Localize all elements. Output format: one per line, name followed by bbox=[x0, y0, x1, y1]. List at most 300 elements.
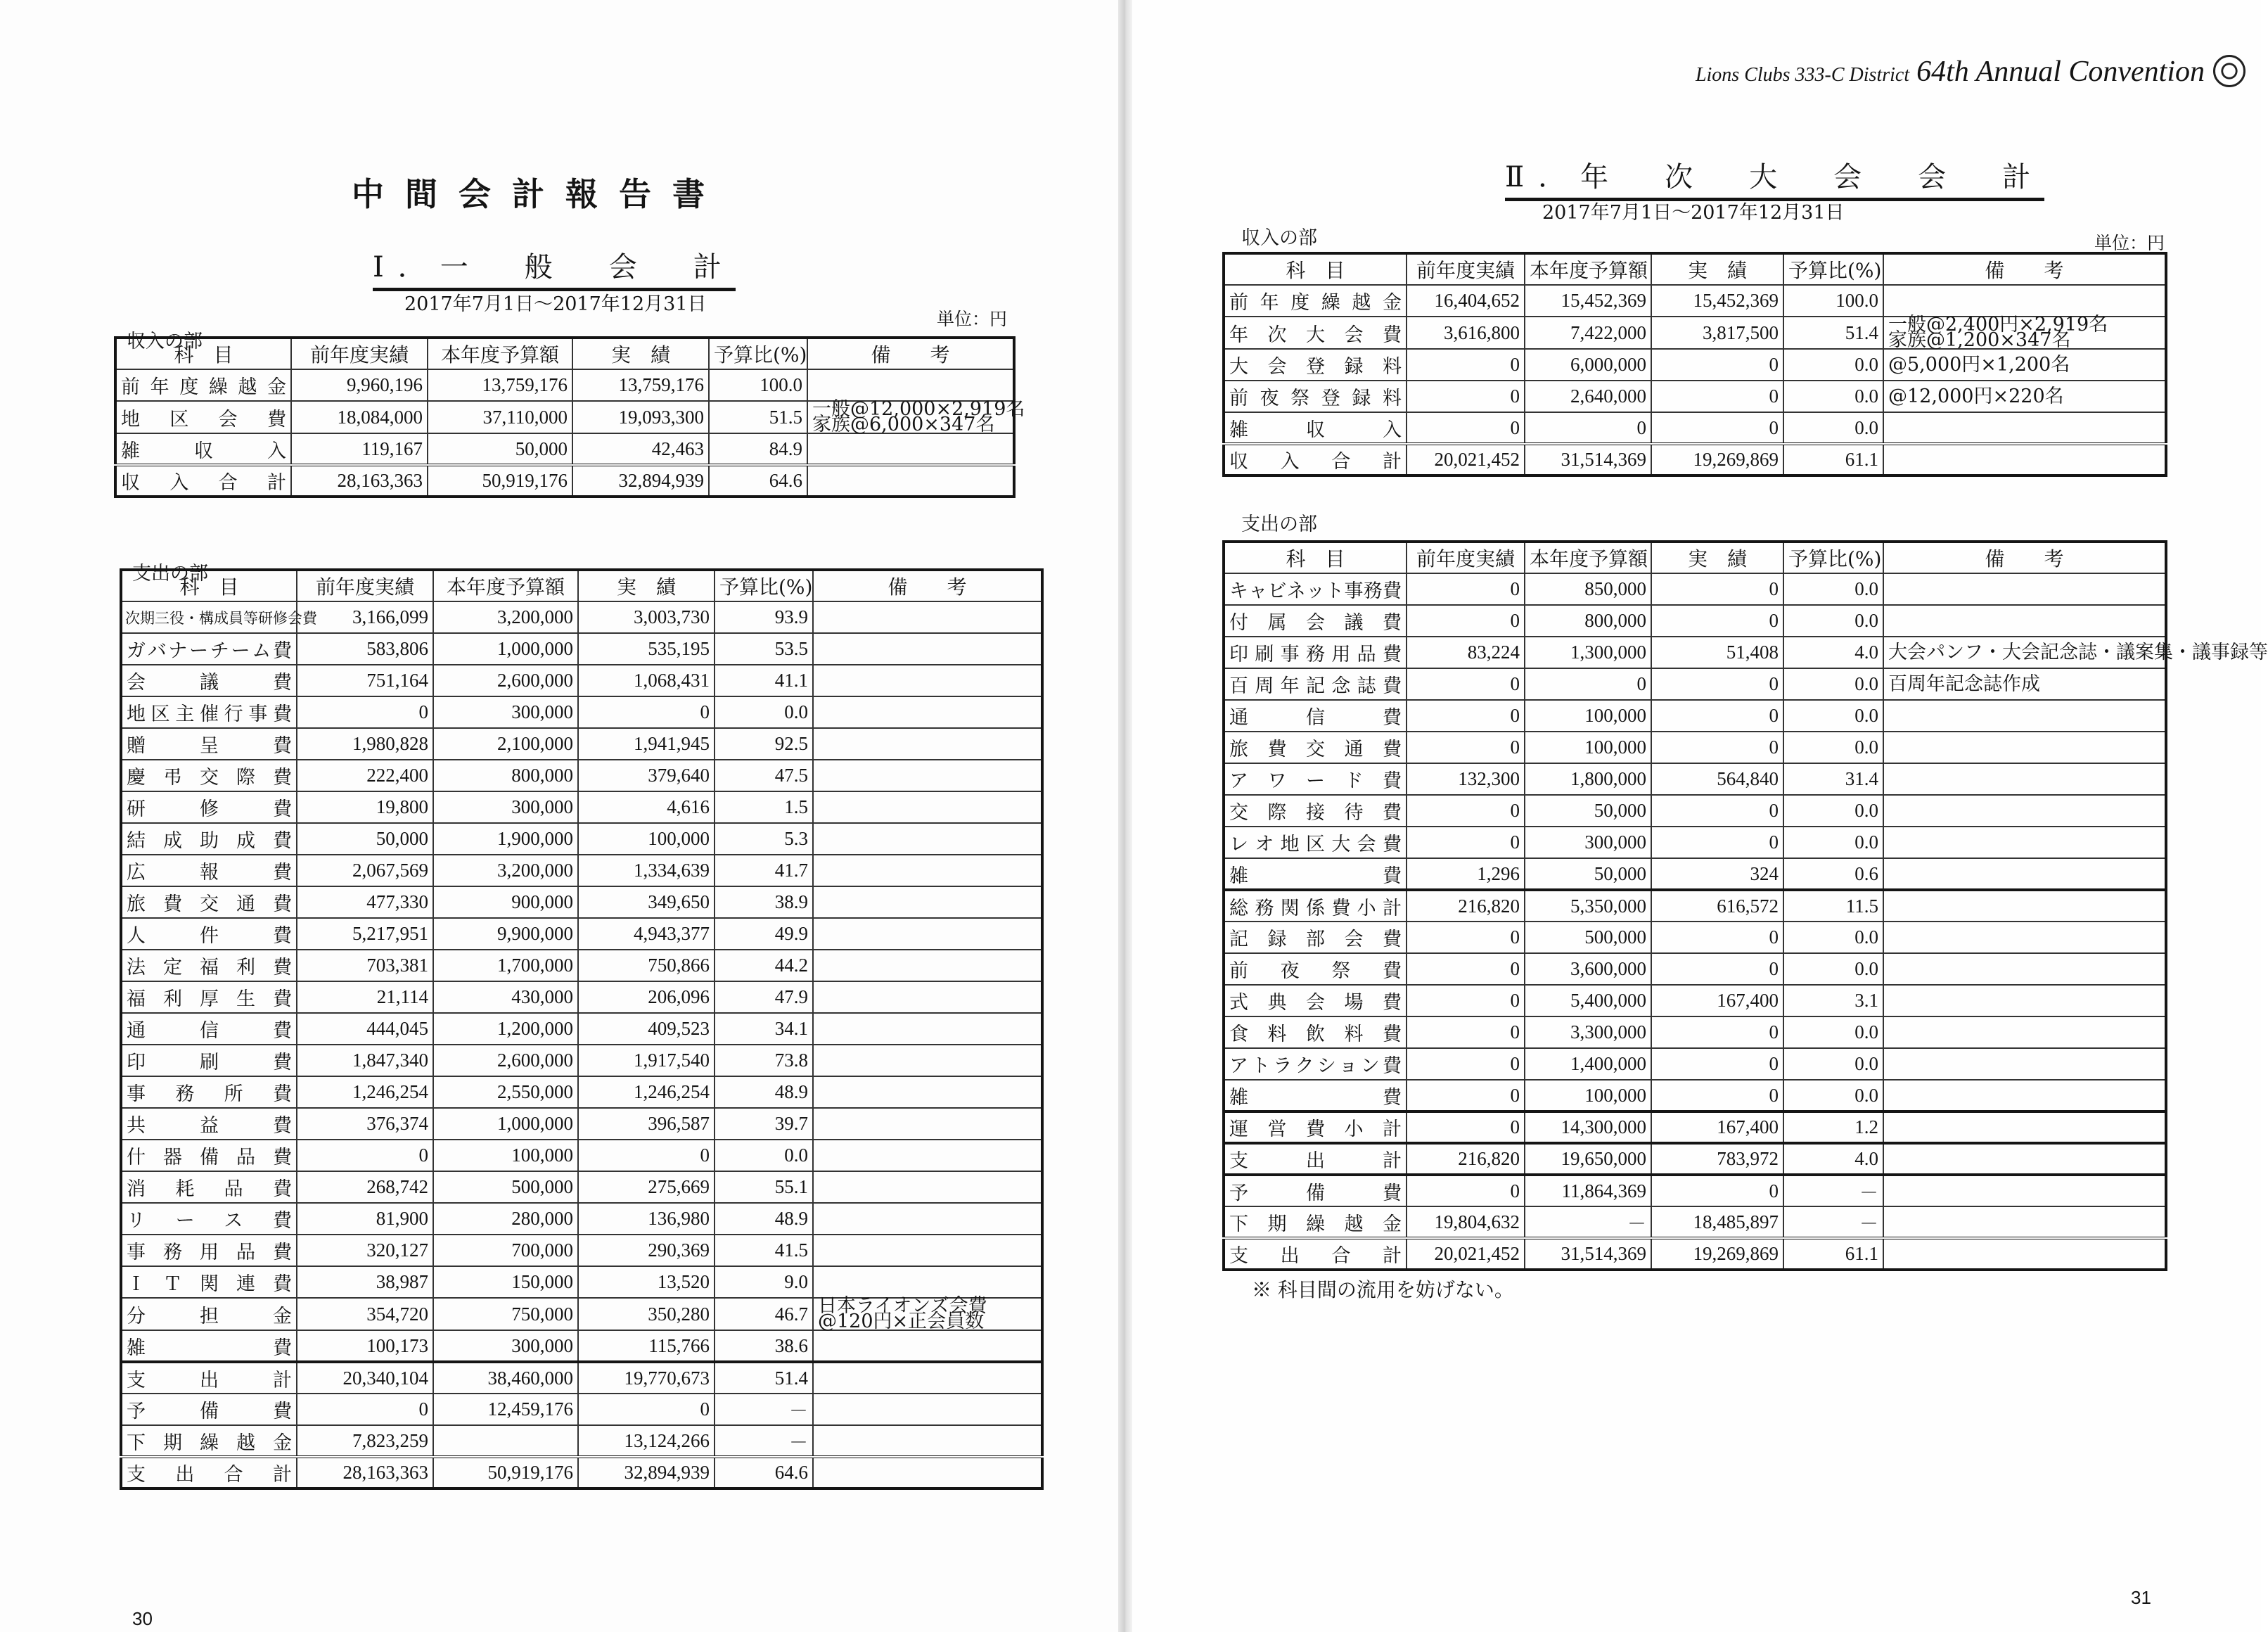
amount-cell: 0.0 bbox=[1783, 381, 1883, 412]
amount-cell: 3,200,000 bbox=[433, 855, 578, 886]
amount-cell: 38,987 bbox=[297, 1266, 433, 1298]
right-page bbox=[1132, 0, 2268, 1632]
expense-section-label-convention: 支出の部 bbox=[1241, 514, 1317, 535]
table-row bbox=[121, 1266, 1042, 1298]
amount-cell: 1,941,945 bbox=[578, 728, 715, 760]
amount-cell: 37,110,000 bbox=[428, 401, 572, 433]
amount-cell: 750,000 bbox=[433, 1298, 578, 1330]
amount-cell: 2,067,569 bbox=[297, 855, 433, 886]
amount-cell: － bbox=[1783, 1206, 1883, 1238]
amount-cell: 900,000 bbox=[433, 886, 578, 918]
column-header: 備 考 bbox=[1883, 542, 2166, 573]
amount-cell: 216,820 bbox=[1407, 1143, 1525, 1175]
column-header: 実 績 bbox=[1651, 253, 1783, 285]
item-name-cell: 支出合計 bbox=[121, 1457, 297, 1488]
amount-cell: 46.7 bbox=[715, 1298, 813, 1330]
book-gutter bbox=[1118, 0, 1132, 1632]
column-header: 予算比(%) bbox=[715, 570, 813, 601]
amount-cell: 51.5 bbox=[709, 401, 807, 433]
amount-cell: 290,369 bbox=[578, 1235, 715, 1266]
item-name-cell: 法定福利費 bbox=[121, 950, 297, 981]
amount-cell: 783,972 bbox=[1651, 1143, 1783, 1175]
item-name-cell: アワード費 bbox=[1224, 763, 1407, 795]
amount-cell: 0 bbox=[1651, 668, 1783, 700]
column-header: 本年度予算額 bbox=[1525, 253, 1651, 285]
amount-cell: 0 bbox=[1651, 1080, 1783, 1111]
amount-cell: 0 bbox=[1407, 922, 1525, 953]
amount-cell: 3,003,730 bbox=[578, 601, 715, 633]
expense-table-convention bbox=[1222, 540, 2268, 1271]
note-cell bbox=[1883, 1048, 2166, 1080]
table-row bbox=[1224, 381, 2166, 412]
table-row bbox=[121, 791, 1042, 823]
amount-cell: 3,817,500 bbox=[1651, 317, 1783, 349]
amount-cell: 379,640 bbox=[578, 760, 715, 791]
amount-cell: 206,096 bbox=[578, 981, 715, 1013]
amount-cell: 850,000 bbox=[1525, 573, 1651, 605]
amount-cell: 216,820 bbox=[1407, 890, 1525, 922]
amount-cell: 500,000 bbox=[433, 1171, 578, 1203]
amount-cell: 5.3 bbox=[715, 823, 813, 855]
amount-cell: 0 bbox=[1407, 668, 1525, 700]
amount-cell: 167,400 bbox=[1651, 985, 1783, 1016]
amount-cell: 100,000 bbox=[578, 823, 715, 855]
amount-cell: 48.9 bbox=[715, 1076, 813, 1108]
amount-cell: 1,980,828 bbox=[297, 728, 433, 760]
amount-cell: 500,000 bbox=[1525, 922, 1651, 953]
column-header: 本年度予算額 bbox=[433, 570, 578, 601]
amount-cell: 0.0 bbox=[1783, 732, 1883, 763]
note-cell bbox=[813, 1330, 1042, 1362]
item-name-cell: 会議費 bbox=[121, 665, 297, 696]
table-row bbox=[121, 1013, 1042, 1045]
table-row bbox=[1224, 1238, 2166, 1270]
table-row bbox=[1224, 1206, 2166, 1238]
table-row bbox=[121, 1140, 1042, 1171]
note-cell bbox=[813, 950, 1042, 981]
note-cell bbox=[813, 1235, 1042, 1266]
amount-cell: 5,400,000 bbox=[1525, 985, 1651, 1016]
item-name-cell: 雑費 bbox=[121, 1330, 297, 1362]
table-header-row bbox=[115, 338, 1014, 369]
amount-cell: 100,173 bbox=[297, 1330, 433, 1362]
note-cell: @12,000円×220名 bbox=[1883, 381, 2166, 412]
note-cell bbox=[813, 601, 1042, 633]
amount-cell: 0 bbox=[1407, 349, 1525, 381]
item-name-cell: 地区会費 bbox=[115, 401, 291, 433]
amount-cell: 535,195 bbox=[578, 633, 715, 665]
table-row bbox=[121, 1076, 1042, 1108]
footnote: ※ 科目間の流用を妨げない。 bbox=[1252, 1278, 1514, 1301]
amount-cell: 300,000 bbox=[433, 1330, 578, 1362]
amount-cell: 583,806 bbox=[297, 633, 433, 665]
column-header: 実 績 bbox=[572, 338, 709, 369]
amount-cell: 1,200,000 bbox=[433, 1013, 578, 1045]
item-name-cell: 記録部会費 bbox=[1224, 922, 1407, 953]
amount-cell: 100,000 bbox=[1525, 700, 1651, 732]
amount-cell: 0 bbox=[1407, 1111, 1525, 1143]
amount-cell: 119,167 bbox=[291, 433, 428, 465]
amount-cell: 0 bbox=[578, 1140, 715, 1171]
amount-cell: 7,422,000 bbox=[1525, 317, 1651, 349]
note-cell bbox=[813, 1203, 1042, 1235]
header-brand-small: Lions Clubs 333-C District bbox=[1695, 64, 1910, 86]
note-cell bbox=[813, 633, 1042, 665]
item-name-cell: 前年度繰越金 bbox=[1224, 285, 1407, 317]
amount-cell: 0 bbox=[1407, 827, 1525, 858]
amount-cell: 31,514,369 bbox=[1525, 1238, 1651, 1270]
table-row bbox=[121, 981, 1042, 1013]
amount-cell: 0.0 bbox=[1783, 668, 1883, 700]
amount-cell: 0 bbox=[1407, 985, 1525, 1016]
item-name-cell: 総務関係費小計 bbox=[1224, 890, 1407, 922]
note-cell bbox=[813, 665, 1042, 696]
amount-cell: 2,640,000 bbox=[1525, 381, 1651, 412]
amount-cell: 64.6 bbox=[709, 465, 807, 497]
amount-cell: 13,759,176 bbox=[572, 369, 709, 401]
table-row bbox=[1224, 412, 2166, 444]
table-row bbox=[1224, 1080, 2166, 1111]
amount-cell: 1,300,000 bbox=[1525, 637, 1651, 668]
amount-cell: 324 bbox=[1651, 858, 1783, 890]
amount-cell: 50,919,176 bbox=[433, 1457, 578, 1488]
amount-cell: 7,823,259 bbox=[297, 1425, 433, 1457]
column-header: 前年度実績 bbox=[291, 338, 428, 369]
table-row bbox=[121, 1457, 1042, 1488]
column-header: 実 績 bbox=[1651, 542, 1783, 573]
item-name-cell: 人件費 bbox=[121, 918, 297, 950]
item-name-cell: 旅費交通費 bbox=[1224, 732, 1407, 763]
amount-cell: 430,000 bbox=[433, 981, 578, 1013]
amount-cell: 9.0 bbox=[715, 1266, 813, 1298]
amount-cell: 0 bbox=[1407, 573, 1525, 605]
period-convention: 2017年7月1日～2017年12月31日 bbox=[1542, 202, 1845, 224]
table-row bbox=[1224, 700, 2166, 732]
amount-cell: 73.8 bbox=[715, 1045, 813, 1076]
amount-cell: 13,520 bbox=[578, 1266, 715, 1298]
note-cell bbox=[813, 1140, 1042, 1171]
column-header: 備 考 bbox=[1883, 253, 2166, 285]
table-row bbox=[1224, 858, 2166, 890]
item-name-cell: 運営費小計 bbox=[1224, 1111, 1407, 1143]
amount-cell: 409,523 bbox=[578, 1013, 715, 1045]
amount-cell: 268,742 bbox=[297, 1171, 433, 1203]
amount-cell: 167,400 bbox=[1651, 1111, 1783, 1143]
table-row bbox=[121, 1362, 1042, 1394]
table-row bbox=[1224, 637, 2166, 668]
amount-cell: 0.0 bbox=[715, 1140, 813, 1171]
amount-cell: 0 bbox=[1651, 1016, 1783, 1048]
amount-cell: 100,000 bbox=[433, 1140, 578, 1171]
amount-cell: 280,000 bbox=[433, 1203, 578, 1235]
amount-cell: 0 bbox=[297, 1140, 433, 1171]
note-cell bbox=[813, 1045, 1042, 1076]
table-row bbox=[1224, 668, 2166, 700]
amount-cell: 0.0 bbox=[1783, 1048, 1883, 1080]
amount-cell: 750,866 bbox=[578, 950, 715, 981]
table-header-row bbox=[121, 570, 1042, 601]
income-table-convention bbox=[1222, 252, 2167, 477]
document-title: 中間会計報告書 bbox=[352, 175, 726, 213]
note-cell bbox=[813, 1171, 1042, 1203]
lions-logo-icon bbox=[2213, 55, 2245, 87]
table-row bbox=[121, 1108, 1042, 1140]
amount-cell: 0.0 bbox=[1783, 922, 1883, 953]
amount-cell: 0.0 bbox=[1783, 795, 1883, 827]
amount-cell: 42,463 bbox=[572, 433, 709, 465]
amount-cell: 0 bbox=[1525, 668, 1651, 700]
item-name-cell: 前夜祭費 bbox=[1224, 953, 1407, 985]
table-row bbox=[121, 1298, 1042, 1330]
table-row bbox=[1224, 1048, 2166, 1080]
amount-cell: 115,766 bbox=[578, 1330, 715, 1362]
section-title-general: Ⅰ．一 般 会 計 bbox=[373, 245, 736, 291]
amount-cell: 0.0 bbox=[1783, 1016, 1883, 1048]
amount-cell: 2,600,000 bbox=[433, 665, 578, 696]
unit-label-general: 単位：円 bbox=[937, 309, 1008, 329]
note-cell bbox=[1883, 700, 2166, 732]
amount-cell: 1,000,000 bbox=[433, 633, 578, 665]
amount-cell: 19,804,632 bbox=[1407, 1206, 1525, 1238]
amount-cell: 0 bbox=[1651, 573, 1783, 605]
amount-cell: 1,246,254 bbox=[578, 1076, 715, 1108]
amount-cell: 13,759,176 bbox=[428, 369, 572, 401]
amount-cell: 751,164 bbox=[297, 665, 433, 696]
amount-cell: 477,330 bbox=[297, 886, 433, 918]
amount-cell: 703,381 bbox=[297, 950, 433, 981]
note-cell bbox=[1883, 444, 2166, 476]
item-name-cell: 次期三役・構成員等研修会費 bbox=[121, 601, 297, 633]
amount-cell: 47.5 bbox=[715, 760, 813, 791]
table-row bbox=[1224, 605, 2166, 637]
amount-cell: 1,917,540 bbox=[578, 1045, 715, 1076]
amount-cell: 0.0 bbox=[1783, 700, 1883, 732]
expense-table-general bbox=[120, 568, 1044, 1490]
amount-cell: 0.6 bbox=[1783, 858, 1883, 890]
amount-cell: 20,340,104 bbox=[297, 1362, 433, 1394]
item-name-cell: 慶弔交際費 bbox=[121, 760, 297, 791]
column-header: 予算比(%) bbox=[709, 338, 807, 369]
item-name-cell: 雑収入 bbox=[1224, 412, 1407, 444]
item-name-cell: 前夜祭登録料 bbox=[1224, 381, 1407, 412]
item-name-cell: アトラクション費 bbox=[1224, 1048, 1407, 1080]
item-name-cell: 予備費 bbox=[1224, 1175, 1407, 1206]
table-row bbox=[1224, 922, 2166, 953]
amount-cell: 0 bbox=[1407, 412, 1525, 444]
item-name-cell: 福利厚生費 bbox=[121, 981, 297, 1013]
note-cell bbox=[1883, 1111, 2166, 1143]
amount-cell: 0 bbox=[1407, 381, 1525, 412]
table-row bbox=[1224, 953, 2166, 985]
note-cell bbox=[1883, 1016, 2166, 1048]
amount-cell: 3,166,099 bbox=[297, 601, 433, 633]
note-cell bbox=[1883, 858, 2166, 890]
item-name-cell: 年次大会費 bbox=[1224, 317, 1407, 349]
amount-cell: 0.0 bbox=[1783, 573, 1883, 605]
amount-cell: 16,404,652 bbox=[1407, 285, 1525, 317]
note-cell bbox=[813, 760, 1042, 791]
amount-cell: 4.0 bbox=[1783, 637, 1883, 668]
note-cell bbox=[1883, 412, 2166, 444]
amount-cell: 700,000 bbox=[433, 1235, 578, 1266]
note-cell bbox=[1883, 573, 2166, 605]
item-name-cell: 食料飲料費 bbox=[1224, 1016, 1407, 1048]
item-name-cell: 什器備品費 bbox=[121, 1140, 297, 1171]
note-cell bbox=[1883, 732, 2166, 763]
note-cell bbox=[813, 1266, 1042, 1298]
note-cell bbox=[813, 1457, 1042, 1488]
amount-cell: 31,514,369 bbox=[1525, 444, 1651, 476]
table-row bbox=[121, 1171, 1042, 1203]
amount-cell: 38.6 bbox=[715, 1330, 813, 1362]
amount-cell: 0 bbox=[1651, 827, 1783, 858]
item-name-cell: 支出合計 bbox=[1224, 1238, 1407, 1270]
amount-cell: 15,452,369 bbox=[1525, 285, 1651, 317]
amount-cell: 0 bbox=[1651, 732, 1783, 763]
amount-cell: 0.0 bbox=[715, 696, 813, 728]
amount-cell: 21,114 bbox=[297, 981, 433, 1013]
amount-cell: 41.7 bbox=[715, 855, 813, 886]
amount-cell: － bbox=[1525, 1206, 1651, 1238]
note-cell bbox=[813, 1076, 1042, 1108]
amount-cell: 2,600,000 bbox=[433, 1045, 578, 1076]
item-name-cell: 下期繰越金 bbox=[1224, 1206, 1407, 1238]
amount-cell: 0 bbox=[578, 1394, 715, 1425]
table-header-row bbox=[1224, 253, 2166, 285]
amount-cell: 300,000 bbox=[1525, 827, 1651, 858]
note-cell bbox=[1883, 1238, 2166, 1270]
amount-cell: 320,127 bbox=[297, 1235, 433, 1266]
item-name-cell: 前年度繰越金 bbox=[115, 369, 291, 401]
item-name-cell: 通信費 bbox=[1224, 700, 1407, 732]
table-row bbox=[121, 855, 1042, 886]
amount-cell: 0 bbox=[1651, 795, 1783, 827]
item-name-cell: 雑費 bbox=[1224, 858, 1407, 890]
table-row bbox=[121, 1330, 1042, 1362]
amount-cell: 0 bbox=[1651, 922, 1783, 953]
amount-cell: 9,900,000 bbox=[433, 918, 578, 950]
item-name-cell: キャビネット事務費 bbox=[1224, 573, 1407, 605]
table-row bbox=[121, 1203, 1042, 1235]
note-cell bbox=[813, 823, 1042, 855]
column-header: 実 績 bbox=[578, 570, 715, 601]
table-row bbox=[121, 601, 1042, 633]
amount-cell: 0 bbox=[1651, 412, 1783, 444]
amount-cell: 47.9 bbox=[715, 981, 813, 1013]
amount-cell: 41.1 bbox=[715, 665, 813, 696]
header-brand-big: 64th Annual Convention bbox=[1916, 56, 2205, 88]
table-row bbox=[121, 886, 1042, 918]
amount-cell: 19,093,300 bbox=[572, 401, 709, 433]
amount-cell: 51.4 bbox=[715, 1362, 813, 1394]
amount-cell: 0 bbox=[1651, 605, 1783, 637]
note-cell bbox=[1883, 1175, 2166, 1206]
table-row bbox=[1224, 732, 2166, 763]
amount-cell: 20,021,452 bbox=[1407, 1238, 1525, 1270]
amount-cell: － bbox=[715, 1425, 813, 1457]
table-row bbox=[115, 369, 1014, 401]
amount-cell: 136,980 bbox=[578, 1203, 715, 1235]
amount-cell: 12,459,176 bbox=[433, 1394, 578, 1425]
amount-cell: 51,408 bbox=[1651, 637, 1783, 668]
column-header: 前年度実績 bbox=[1407, 253, 1525, 285]
table-row bbox=[1224, 985, 2166, 1016]
note-cell bbox=[1883, 1206, 2166, 1238]
item-name-cell: リース費 bbox=[121, 1203, 297, 1235]
amount-cell: 1,900,000 bbox=[433, 823, 578, 855]
amount-cell: 1,000,000 bbox=[433, 1108, 578, 1140]
item-name-cell: 印刷費 bbox=[121, 1045, 297, 1076]
amount-cell: 4.0 bbox=[1783, 1143, 1883, 1175]
period-general: 2017年7月1日～2017年12月31日 bbox=[404, 293, 707, 315]
amount-cell: 11.5 bbox=[1783, 890, 1883, 922]
amount-cell: 0 bbox=[1651, 1175, 1783, 1206]
amount-cell: 55.1 bbox=[715, 1171, 813, 1203]
amount-cell: 0.0 bbox=[1783, 605, 1883, 637]
table-row bbox=[121, 823, 1042, 855]
amount-cell: 6,000,000 bbox=[1525, 349, 1651, 381]
note-cell: 一般@2,400円×2,919名 家族@1,200×347名 bbox=[1883, 317, 2166, 349]
table-row bbox=[1224, 1111, 2166, 1143]
amount-cell: 11,864,369 bbox=[1525, 1175, 1651, 1206]
item-name-cell: 収入合計 bbox=[115, 465, 291, 497]
item-name-cell: 収入合計 bbox=[1224, 444, 1407, 476]
amount-cell: 0 bbox=[1651, 349, 1783, 381]
amount-cell: 0 bbox=[1651, 381, 1783, 412]
amount-cell: 444,045 bbox=[297, 1013, 433, 1045]
note-cell bbox=[813, 886, 1042, 918]
amount-cell: 0.0 bbox=[1783, 412, 1883, 444]
amount-cell: － bbox=[715, 1394, 813, 1425]
note-cell: @5,000円×1,200名 bbox=[1883, 349, 2166, 381]
income-table-general bbox=[114, 336, 1025, 498]
note-cell bbox=[807, 433, 1014, 465]
amount-cell: 0 bbox=[1407, 1080, 1525, 1111]
table-row bbox=[1224, 444, 2166, 476]
amount-cell: 41.5 bbox=[715, 1235, 813, 1266]
column-header: 予算比(%) bbox=[1783, 542, 1883, 573]
note-cell bbox=[813, 728, 1042, 760]
amount-cell: 34.1 bbox=[715, 1013, 813, 1045]
item-name-cell: 広報費 bbox=[121, 855, 297, 886]
amount-cell: 5,217,951 bbox=[297, 918, 433, 950]
item-name-cell: 百周年記念誌費 bbox=[1224, 668, 1407, 700]
table-row bbox=[121, 1425, 1042, 1457]
amount-cell: － bbox=[1783, 1175, 1883, 1206]
note-cell bbox=[1883, 890, 2166, 922]
column-header: 備 考 bbox=[813, 570, 1042, 601]
amount-cell: 49.9 bbox=[715, 918, 813, 950]
amount-cell: 0 bbox=[1407, 795, 1525, 827]
amount-cell: 19,269,869 bbox=[1651, 1238, 1783, 1270]
amount-cell: 396,587 bbox=[578, 1108, 715, 1140]
amount-cell: 38.9 bbox=[715, 886, 813, 918]
amount-cell: 9,960,196 bbox=[291, 369, 428, 401]
amount-cell: 0 bbox=[1651, 1048, 1783, 1080]
table-row bbox=[1224, 317, 2166, 349]
column-header: 科 目 bbox=[121, 570, 297, 601]
table-row bbox=[1224, 349, 2166, 381]
running-header bbox=[1696, 55, 2205, 89]
amount-cell: 44.2 bbox=[715, 950, 813, 981]
note-cell: 一般@12,000×2,919名 家族@6,000×347名 bbox=[807, 401, 1014, 433]
table-row bbox=[121, 1045, 1042, 1076]
item-name-cell: 付属会議費 bbox=[1224, 605, 1407, 637]
table-row bbox=[115, 401, 1014, 433]
note-cell bbox=[1883, 795, 2166, 827]
item-name-cell: 下期繰越金 bbox=[121, 1425, 297, 1457]
note-cell: 大会パンフ・大会記念誌・議案集・議事録等 bbox=[1883, 637, 2166, 668]
